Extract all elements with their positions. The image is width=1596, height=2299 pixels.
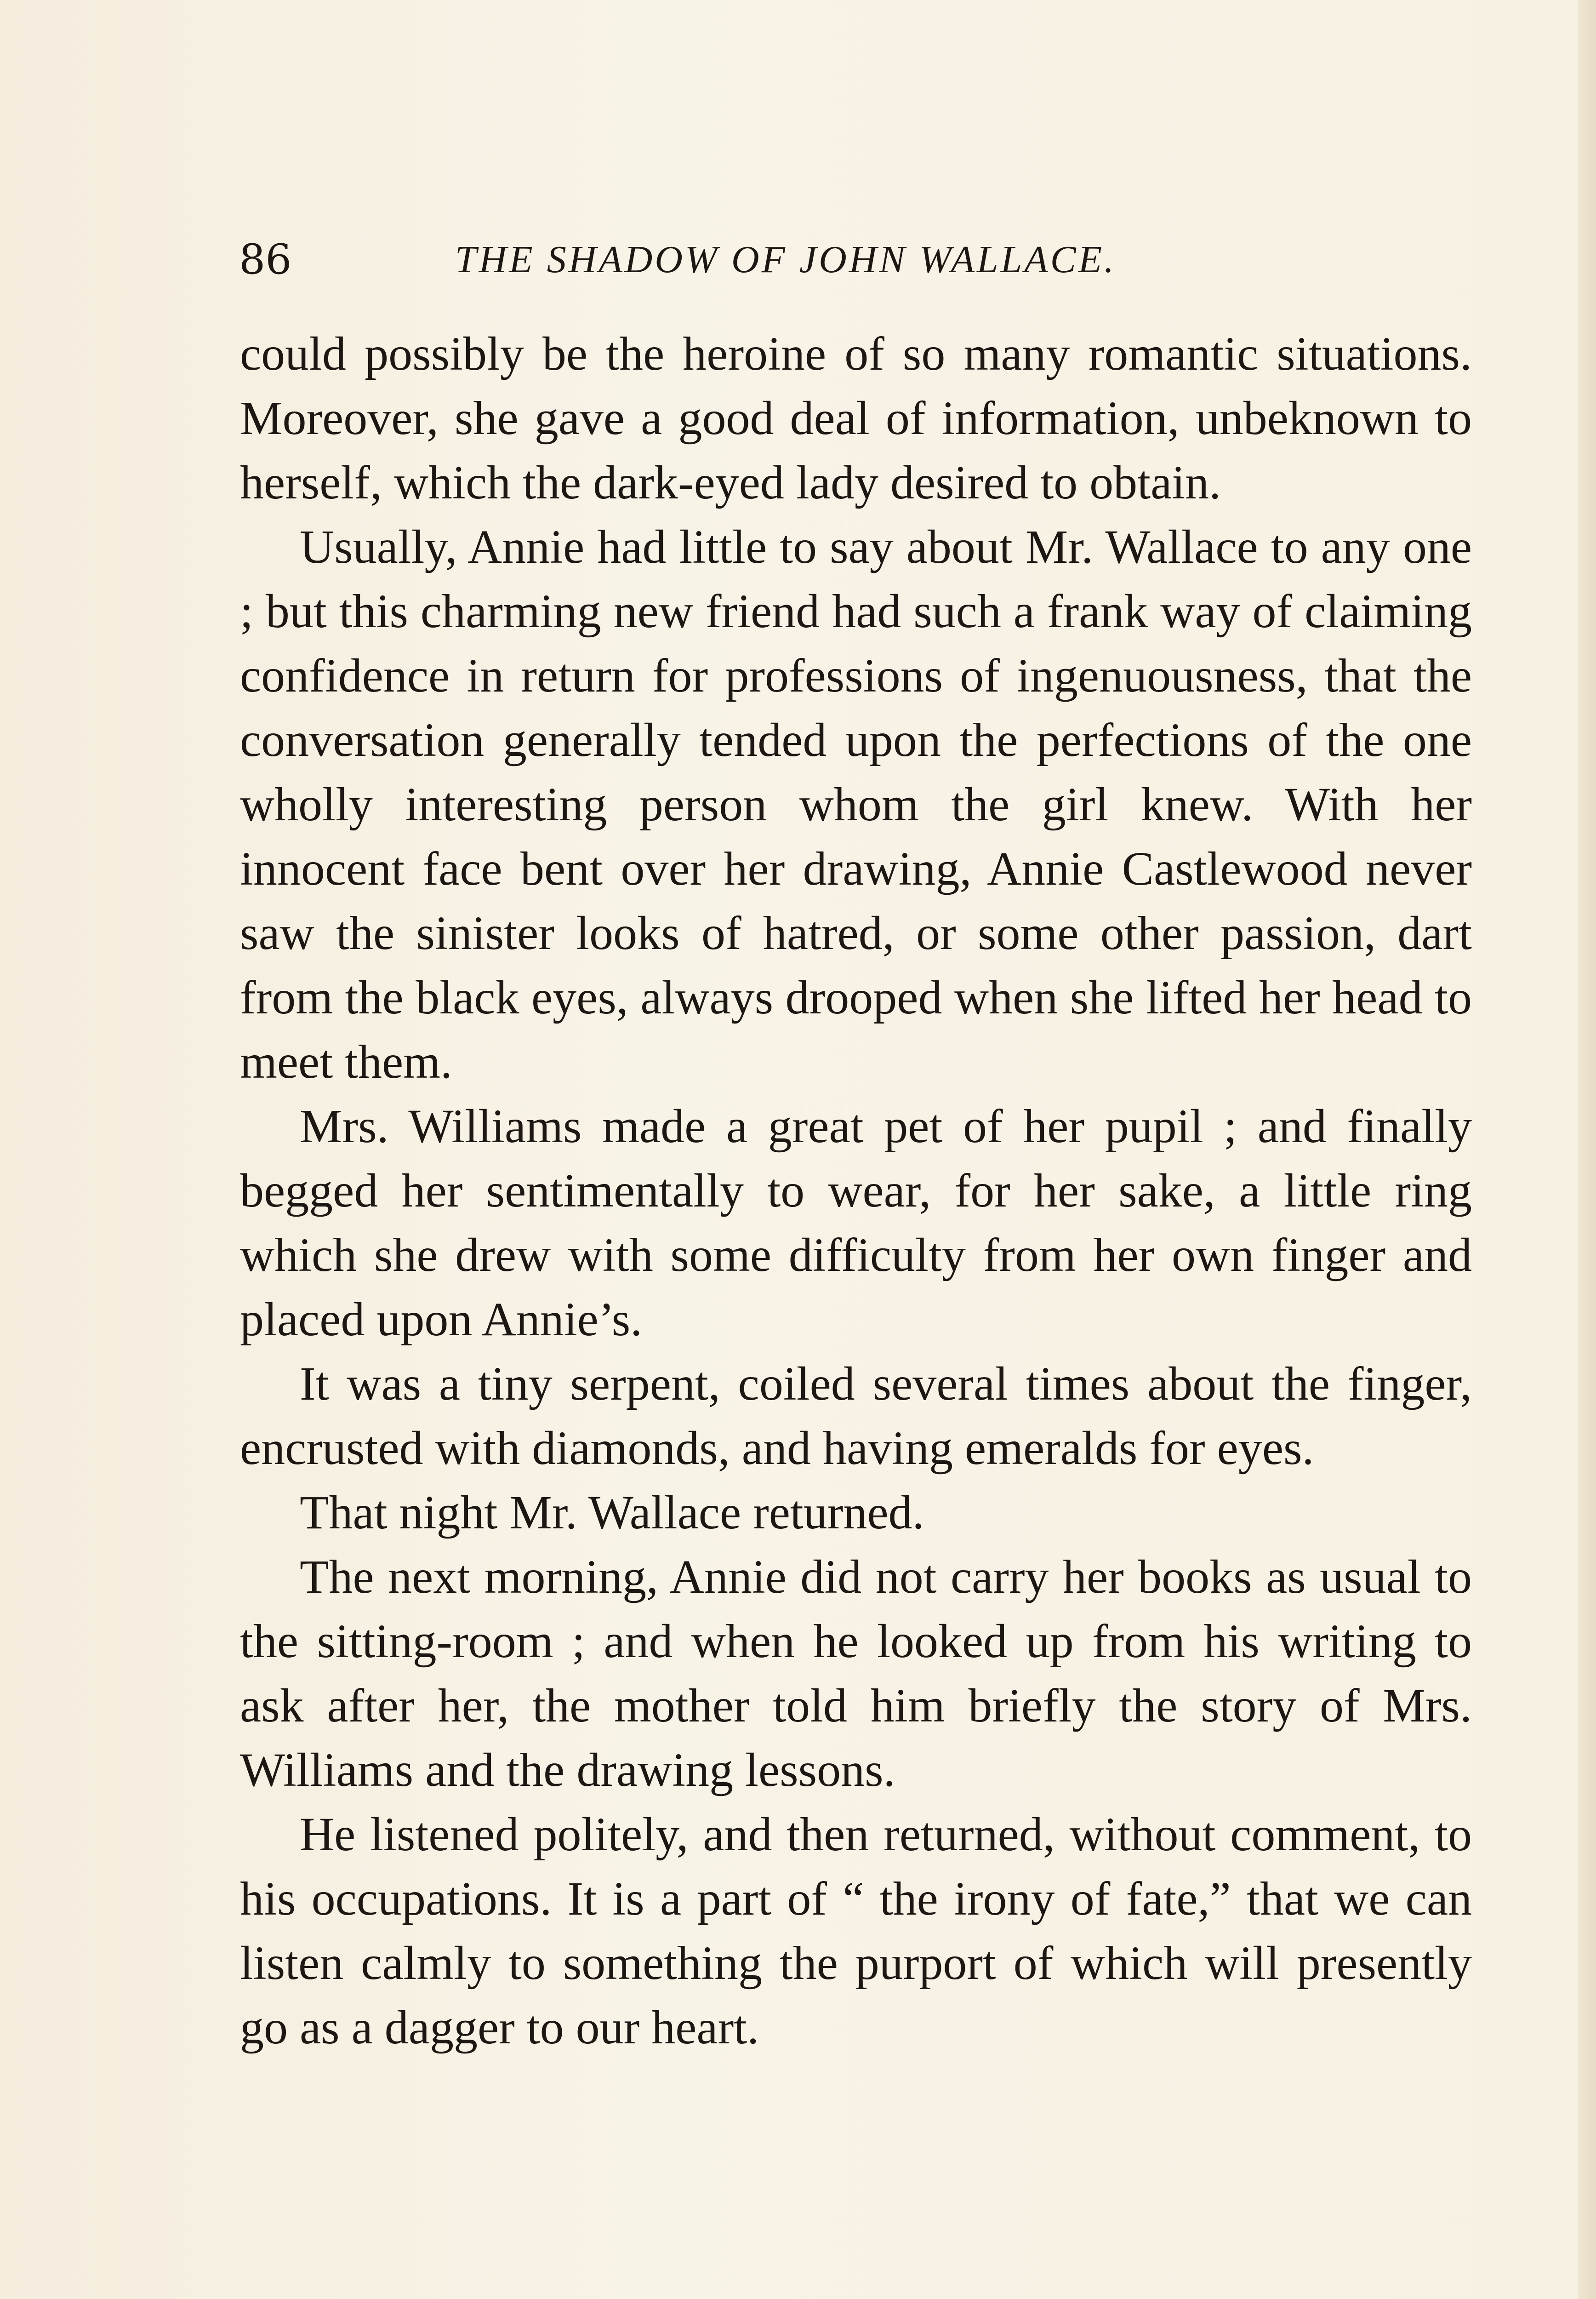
paragraph-1: could possibly be the heroine of so many romantic situations. Moreover, she gave a good deal of information, unbeknown to herself, which the dark-eyed lady desired to obtain. <box>240 327 1472 509</box>
paragraph-3: Mrs. Williams made a great pet of her pupil ; and finally begged her sentimentally to wear, for her sake, a little ring which she drew with some difficulty from her own finger and placed upon Annie’s. <box>240 1100 1472 1346</box>
page-edge <box>1578 0 1596 2299</box>
running-head <box>239 232 1264 287</box>
running-title: THE SHADOW OF JOHN WALLACE. <box>455 238 1117 281</box>
page-number: 86 <box>239 235 292 284</box>
paragraph-6: The next morning, Annie did not carry her books as usual to the sitting-room ; and when he looked up from his writing to ask after her, the mother told him briefly the story of Mrs. Williams and the drawing lessons. <box>240 1550 1472 1796</box>
paragraph-2: Usually, Annie had little to say about Mr. Wallace to any one ; but this charming new friend had such a frank way of claiming confidence in return for professions of ingenuousness, that the conversation generally tended upon the perfections of the one wholly interesting person whom the girl knew. With her innocent face bent over her drawing, Annie Castlewood never saw the sinister looks of hatred, or some other passion, dart from the black eyes, always drooped when she lifted her head to meet them. <box>240 520 1472 1088</box>
body-text <box>240 322 1472 2060</box>
paragraph-7: He listened politely, and then returned, without comment, to his occupations. It is a part of “ the irony of fate,” that we can listen calmly to something the purport of which will presently go as a dagger to our heart. <box>240 1808 1472 2054</box>
paragraph-4: It was a tiny serpent, coiled several times about the finger, encrusted with diamonds, and having emeralds for eyes. <box>240 1357 1472 1475</box>
paragraph-5: That night Mr. Wallace returned. <box>300 1486 924 1539</box>
